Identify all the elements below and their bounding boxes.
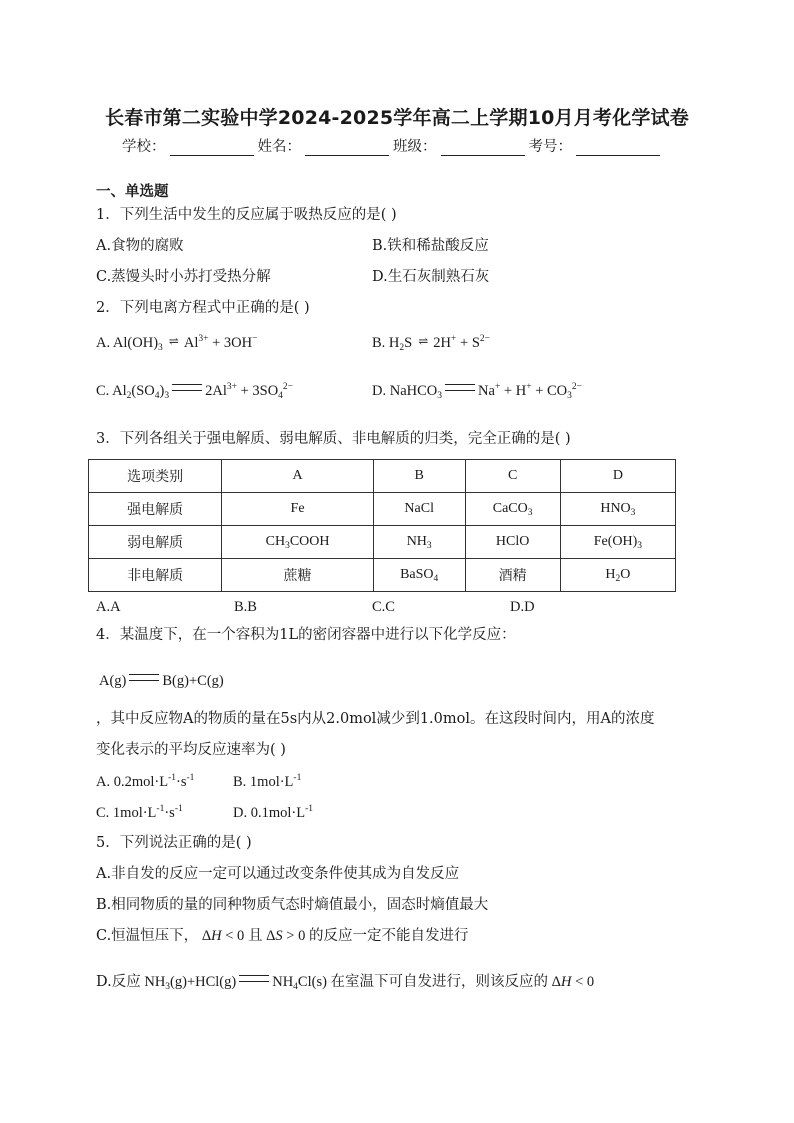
equals-sign-icon: [239, 975, 269, 982]
table-row: [89, 493, 676, 526]
table-header-row: [89, 460, 676, 493]
table-cell: $H_2O$: [560, 559, 675, 592]
equals-sign-icon: [445, 384, 475, 391]
table-cell: $HNO_3$: [560, 493, 675, 526]
q4-option-a[interactable]: A. $0.2mol\cdot L^{-1}\cdot s^{-1}$: [96, 773, 195, 790]
table-cell: $NH_3$: [373, 526, 465, 559]
q5-stem: 5．下列说法正确的是( ): [96, 835, 252, 851]
table-cell: 蔗糖: [222, 559, 374, 592]
q2-option-d[interactable]: D. NaHCO$_3$ $Na^+ + H^+ + CO_3^{2-}$: [372, 382, 582, 401]
class-label: 班级：: [393, 139, 437, 155]
number-label: 考号：: [528, 139, 572, 155]
table-cell: $Fe(OH)_3$: [560, 526, 675, 559]
table-row: [89, 526, 676, 559]
equals-sign-icon: [172, 384, 202, 391]
table-cell: NaCl: [373, 493, 465, 526]
q5-option-d[interactable]: D.反应 $NH_3(g)+HCl(g)$ $NH_4Cl(s)$ 在室温下可自发进行，则该反应的 ΔH < 0: [96, 974, 595, 992]
q4-option-d[interactable]: D. $0.1mol\cdot L^{-1}$: [233, 804, 314, 821]
name-field[interactable]: [305, 138, 389, 156]
q2-option-b[interactable]: B. $H_2S$ ⇌ $2H^+ + S^{2-}$: [372, 331, 490, 353]
q3-option-d[interactable]: D.D: [510, 599, 535, 615]
q4-reaction: A(g) B(g)+C(g): [99, 673, 224, 689]
class-field[interactable]: [441, 138, 525, 156]
row-label: 非电解质: [89, 559, 222, 592]
equals-sign-icon: [129, 674, 159, 681]
q3-option-b[interactable]: B.B: [234, 599, 257, 615]
q4-text-line1: ，其中反应物A的物质的量在5s内从2.0mol减少到1.0mol。在这段时间内，用A的浓度: [96, 711, 655, 727]
table-cell: 酒精: [465, 559, 560, 592]
q3-option-a[interactable]: A.A: [96, 599, 121, 615]
table-cell: CaCO$_3$: [465, 493, 560, 526]
q4-option-b[interactable]: B. $1mol\cdot L^{-1}$: [233, 773, 302, 790]
q3-option-c[interactable]: C.C: [372, 599, 395, 615]
section-heading: 一、单选题: [96, 184, 169, 200]
q1-option-d[interactable]: D.生石灰制熟石灰: [372, 269, 490, 285]
table-header-cell: 选项类别: [89, 460, 222, 493]
q5-option-b[interactable]: B.相同物质的量的同种物质气态时熵值最小，固态时熵值最大: [96, 897, 489, 913]
table-cell: BaSO$_4$: [373, 559, 465, 592]
table-header-cell: D: [560, 460, 675, 493]
table-header-cell: B: [373, 460, 465, 493]
reversible-arrow-icon: ⇌: [418, 334, 428, 348]
table-header-cell: A: [222, 460, 374, 493]
q1-option-c[interactable]: C.蒸馒头时小苏打受热分解: [96, 269, 271, 285]
exam-title: 长春市第二实验中学2024-2025学年高二上学期10月月考化学试卷: [105, 107, 689, 129]
q3-stem: 3．下列各组关于强电解质、弱电解质、非电解质的归类，完全正确的是( ): [96, 431, 571, 447]
row-label: 强电解质: [89, 493, 222, 526]
q1-option-a[interactable]: A.食物的腐败: [96, 238, 184, 254]
table-header-cell: C: [465, 460, 560, 493]
table-cell: HClO: [465, 526, 560, 559]
q2-option-a[interactable]: A. $Al(OH)_3$ ⇌ $Al^{3+} + 3OH^-$: [96, 331, 257, 353]
q1-stem: 1．下列生活中发生的反应属于吸热反应的是( ): [96, 207, 397, 223]
q4-stem: 4．某温度下，在一个容积为1L的密闭容器中进行以下化学反应：: [96, 627, 516, 643]
school-label: 学校：: [122, 139, 166, 155]
school-field[interactable]: [170, 138, 254, 156]
student-info-row: [122, 136, 664, 156]
q2-stem: 2．下列电离方程式中正确的是( ): [96, 300, 310, 316]
q5-option-c[interactable]: C.恒温恒压下， ΔH < 0 且 ΔS > 0 的反应一定不能自发进行: [96, 928, 469, 944]
electrolyte-table: [88, 459, 676, 592]
q4-text-line2: 变化表示的平均反应速率为( ): [96, 742, 286, 758]
number-field[interactable]: [576, 138, 660, 156]
q1-option-b[interactable]: B.铁和稀盐酸反应: [372, 238, 489, 254]
table-cell: Fe: [222, 493, 374, 526]
table-cell: $CH_3COOH$: [222, 526, 374, 559]
q4-option-c[interactable]: C. $1mol\cdot L^{-1}\cdot s^{-1}$: [96, 804, 183, 821]
reversible-arrow-icon: ⇌: [168, 334, 178, 348]
q5-option-a[interactable]: A.非自发的反应一定可以通过改变条件使其成为自发反应: [96, 866, 460, 882]
table-row: [89, 559, 676, 592]
name-label: 姓名：: [257, 139, 301, 155]
q2-option-c[interactable]: C. $Al_2(SO_4)_3$ $2Al^{3+} + 3SO_4^{2-}$: [96, 382, 294, 401]
row-label: 弱电解质: [89, 526, 222, 559]
